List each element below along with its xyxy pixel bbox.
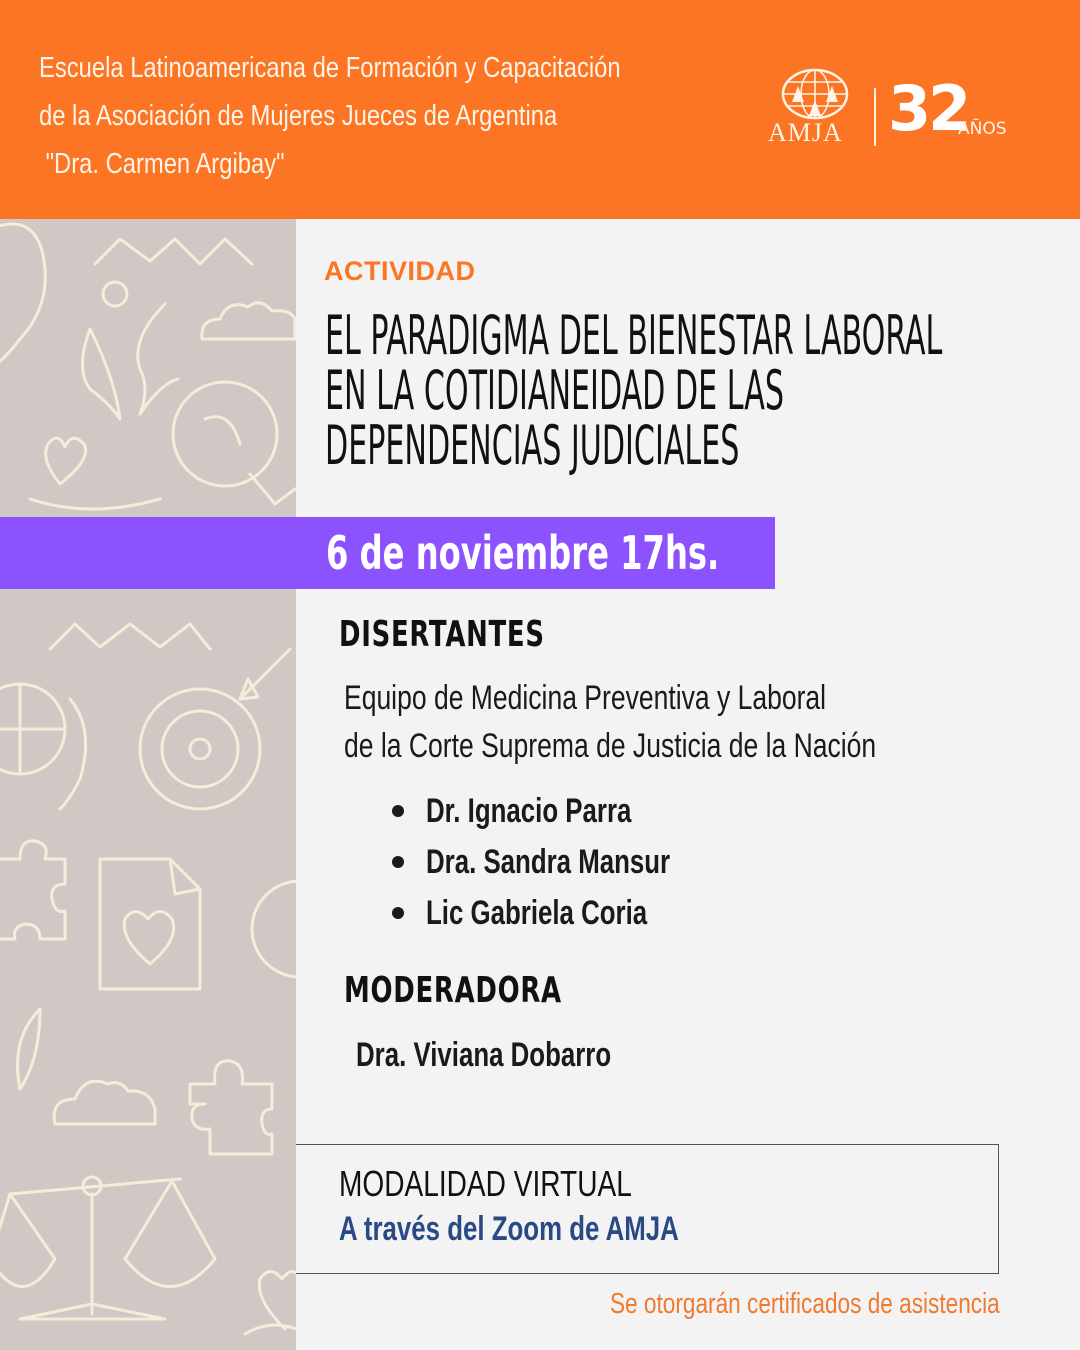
school-name-line-3: "Dra. Carmen Argibay"	[39, 148, 285, 180]
logo-divider	[874, 88, 876, 146]
speakers-team-line-1: Equipo de Medicina Preventiva y Laboral	[344, 679, 827, 717]
anniversary-number: 32	[888, 72, 969, 145]
event-title-line-2: EN LA COTIDIANEIDAD DE LAS	[325, 359, 784, 422]
modality-detail: A través del Zoom de AMJA	[339, 1210, 679, 1248]
moderator-heading: MODERADORA	[344, 970, 562, 1011]
event-title	[325, 304, 943, 477]
speaker-name: Dra. Sandra Mansur	[426, 843, 671, 881]
speaker-name: Dr. Ignacio Parra	[426, 792, 632, 830]
amja-wordmark: AMJA	[768, 118, 843, 147]
school-name-line-1: Escuela Latinoamericana de Formación y Capacitación	[39, 52, 621, 84]
bullet-icon	[392, 907, 404, 919]
modality-title: MODALIDAD VIRTUAL	[339, 1163, 632, 1204]
anniversary-label: AÑOS	[958, 119, 1007, 139]
speaker-name: Lic Gabriela Coria	[426, 894, 648, 932]
header-banner	[0, 0, 1080, 219]
speakers-team	[344, 674, 876, 770]
school-name-line-2: de la Asociación de Mujeres Jueces de Argentina	[39, 100, 558, 132]
event-date: 6 de noviembre 17hs.	[326, 526, 720, 580]
bullet-icon	[392, 805, 404, 817]
amja-logo	[768, 66, 1028, 156]
category-label: ACTIVIDAD	[324, 256, 476, 286]
decorative-side-panel	[0, 219, 296, 1350]
bullet-icon	[392, 856, 404, 868]
doodle-pattern-icon	[0, 219, 296, 1350]
speakers-team-line-2: de la Corte Suprema de Justicia de la Nación	[344, 727, 877, 765]
moderator-name: Dra. Viviana Dobarro	[356, 1036, 612, 1074]
event-title-line-1: EL PARADIGMA DEL BIENESTAR LABORAL	[325, 304, 943, 367]
globe-scales-icon	[780, 66, 850, 126]
certificate-note: Se otorgarán certificados de asistencia	[610, 1288, 1000, 1320]
school-name	[39, 44, 621, 188]
speakers-heading: DISERTANTES	[339, 614, 545, 655]
event-title-line-3: DEPENDENCIAS JUDICIALES	[325, 414, 740, 477]
